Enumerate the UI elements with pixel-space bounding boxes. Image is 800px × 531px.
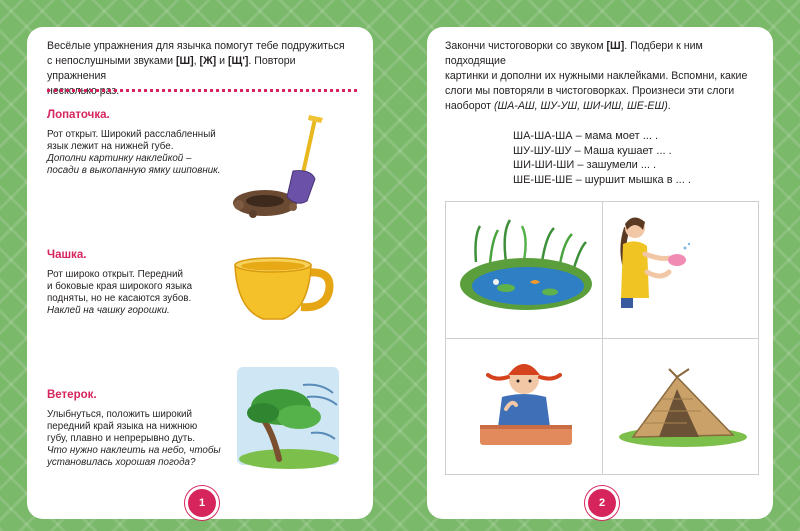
section-task-line: посади в выкопанную ямку шиповник. xyxy=(47,165,221,176)
straw-hut-illustration xyxy=(603,339,760,476)
page-number-badge: 1 xyxy=(185,486,219,520)
tongue-twister-line: ШЕ-ШЕ-ШЕ – шуршит мышка в ... . xyxy=(513,173,691,186)
section-title-lopatochka: Лопаточка. xyxy=(47,109,110,121)
right-intro xyxy=(445,39,761,114)
section-text-veterok xyxy=(47,409,237,469)
section-line: передний край языка на нижнюю xyxy=(47,421,198,432)
girl-eating-illustration xyxy=(446,339,603,476)
sound-label: [Ш] xyxy=(606,40,625,52)
section-task-line: установилась хорошая погода? xyxy=(47,457,196,468)
picture-cell-girl xyxy=(446,339,603,476)
right-intro-text: . xyxy=(667,100,671,112)
section-line: Рот широко открыт. Передний xyxy=(47,269,183,280)
section-task-line: Дополни картинку наклейкой – xyxy=(47,153,192,164)
left-intro-line: Весёлые упражнения для язычка помогут тебе подружиться xyxy=(47,40,345,52)
right-intro-line xyxy=(445,99,761,114)
right-intro-line: слоги мы повторяли в чистоговорках. Произнеси эти слоги xyxy=(445,85,735,97)
yellow-cup-illustration xyxy=(229,255,337,327)
right-intro-text: Закончи чистоговорки со звуком xyxy=(445,40,607,52)
tongue-twister-line: ШУ-ШУ-ШУ – Маша кушает ... . xyxy=(513,144,672,157)
sound-label: [Ш] xyxy=(175,55,194,67)
left-intro-text: и xyxy=(216,55,228,67)
picture-cell-pond xyxy=(446,202,603,339)
left-intro-text: . Повтори упражнения xyxy=(47,55,296,82)
section-text-lopatochka xyxy=(47,129,237,177)
right-page xyxy=(427,27,773,519)
right-intro-text: наоборот xyxy=(445,100,494,112)
section-title-chashka: Чашка. xyxy=(47,249,87,261)
dotted-divider xyxy=(47,89,357,92)
section-title-veterok: Ветерок. xyxy=(47,389,97,401)
left-intro-text: , xyxy=(193,55,200,67)
sound-label: [Ж] xyxy=(199,55,217,67)
syllables-reversed: (ША-АШ, ШУ-УШ, ШИ-ИШ, ШЕ-ЕШ) xyxy=(493,100,668,112)
left-intro-line xyxy=(47,54,357,84)
page-number-badge: 2 xyxy=(585,486,619,520)
picture-cell-woman xyxy=(603,202,760,339)
section-line: подняты, но не касаются зубов. xyxy=(47,293,192,304)
section-line: Улыбнуться, положить широкий xyxy=(47,409,192,420)
tongue-twister-line: ША-ША-ША – мама моет ... . xyxy=(513,130,659,142)
picture-grid xyxy=(445,201,759,475)
tongue-twister-list xyxy=(513,129,691,187)
sound-label: [Щ'] xyxy=(228,55,249,67)
shovel-and-hole-illustration xyxy=(223,111,343,221)
section-line: губу, плавно и непрерывно дуть. xyxy=(47,433,196,444)
tongue-twister-line: ШИ-ШИ-ШИ – зашумели ... . xyxy=(513,159,657,171)
section-line: язык лежит на нижней губе. xyxy=(47,141,174,152)
left-intro-text: с непослушными звуками xyxy=(47,55,176,67)
section-task-line: Что нужно наклеить на небо, чтобы xyxy=(47,445,221,456)
pond-illustration xyxy=(446,202,603,339)
woman-with-cup-illustration xyxy=(603,202,760,339)
right-intro-text: . Подбери к ним подходящие xyxy=(445,40,703,67)
left-intro-line: несколько раз. xyxy=(47,85,120,97)
right-intro-line: картинки и дополни их нужными наклейками. Вспомни, какие xyxy=(445,70,748,82)
section-text-chashka xyxy=(47,269,237,317)
left-page xyxy=(27,27,373,519)
section-line: и боковые края широкого языка xyxy=(47,281,193,292)
right-intro-line xyxy=(445,39,761,69)
section-line: Рот открыт. Широкий расслабленный xyxy=(47,129,216,140)
windy-tree-illustration xyxy=(233,363,343,471)
picture-cell-hut xyxy=(603,339,760,476)
section-task-line: Наклей на чашку горошки. xyxy=(47,305,170,316)
